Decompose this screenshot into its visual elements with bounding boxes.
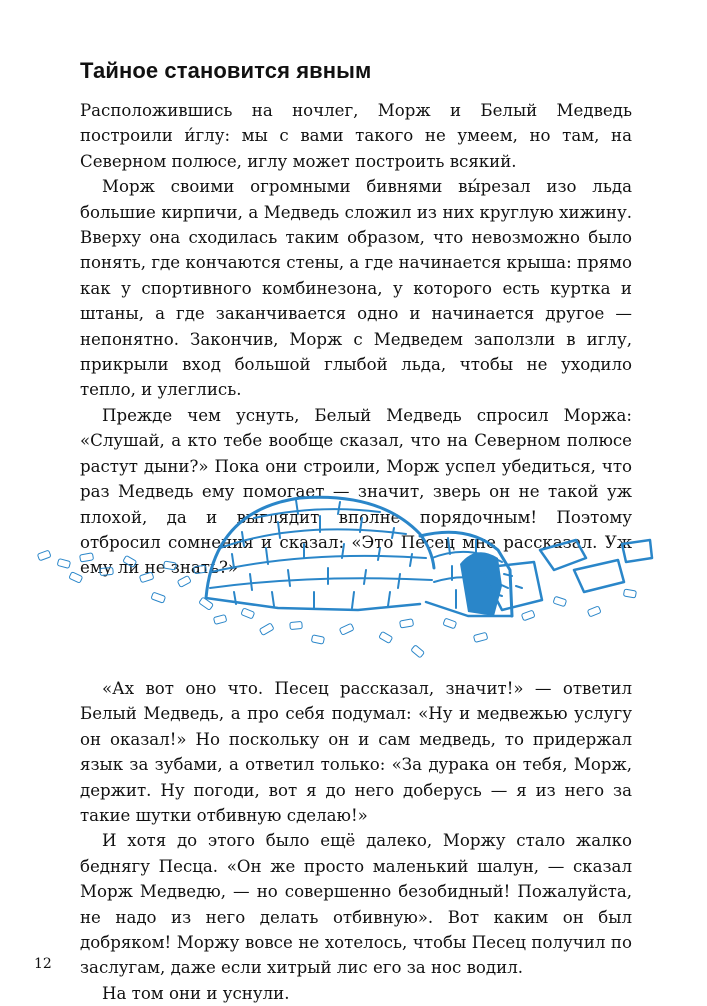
igloo-dome	[206, 497, 434, 610]
paragraph-4: «Ах вот оно что. Песец рассказал, значит!» — ответил Белый Медведь, а про себя подумал: «Ну и медвежью услугу он оказал!» Но поскольку он и сам медведь, то придержал язык за зубами, а ответил только: «За дурака он тебя, Морж, держит. Ну погоди, вот я до него доберусь — я из него за такие шутки отбивную сделаю!»	[80, 679, 632, 826]
igloo-entrance	[420, 532, 542, 616]
paragraph-3: Прежде чем уснуть, Белый Медведь спросил Моржа: «Слушай, а кто тебе вообще сказал, что на Северном полюсе растут дыни?» Пока они строили, Морж успел убедиться, что раз Медведь ему помогает — значит, зверь он не такой уж плохой, да и выглядит вполне порядочным! Поэтому отбросил сомнения и сказал: «Это Песец мне рассказал. Уж ему ли не знать?»	[80, 405, 632, 578]
paragraph-6: На том они и уснули.	[102, 983, 290, 1003]
paragraph-1: Расположившись на ночлег, Морж и Белый Медведь построили и́глу: мы с вами такого не умеем, но там, на Северном полюсе, иглу может построить всякий.	[80, 101, 632, 171]
paragraph-2: Морж своими огромными бивнями вы́резал изо льда большие кирпичи, а Медведь сложил из них круглую хижину. Вверху она сходилась таким образом, что невозможно было понять, где кончаются стены, а где начинается крыша: прямо как у спортивного комбинезона, у которого есть куртка и штаны, а где заканчивается одно и начинается другое — непонятно. Закончив, Морж с Медведем заползли в иглу, прикрыли вход большой глыбой льда, чтобы не уходило тепло, и улеглись.	[80, 177, 632, 400]
page-number: 12	[34, 956, 52, 972]
ice-chips-right	[290, 589, 637, 658]
text-block-bottom	[80, 676, 632, 1006]
ice-blocks-right	[540, 540, 652, 592]
igloo-illustration	[28, 470, 668, 670]
ice-chips-left	[37, 550, 274, 635]
paragraph-5: И хотя до этого было ещё далеко, Моржу стало жалко беднягу Песца. «Он же просто маленький шалун, — сказал Морж Медведю, — но совершенно безобидный! Пожалуйста, не надо из него делать отбивную». Вот каким он был добряком! Моржу вовсе не хотелось, чтобы Песец получил по заслугам, даже если хитрый лис его за нос водил.	[80, 831, 632, 978]
chapter-heading: Тайное становится явным	[80, 58, 372, 83]
